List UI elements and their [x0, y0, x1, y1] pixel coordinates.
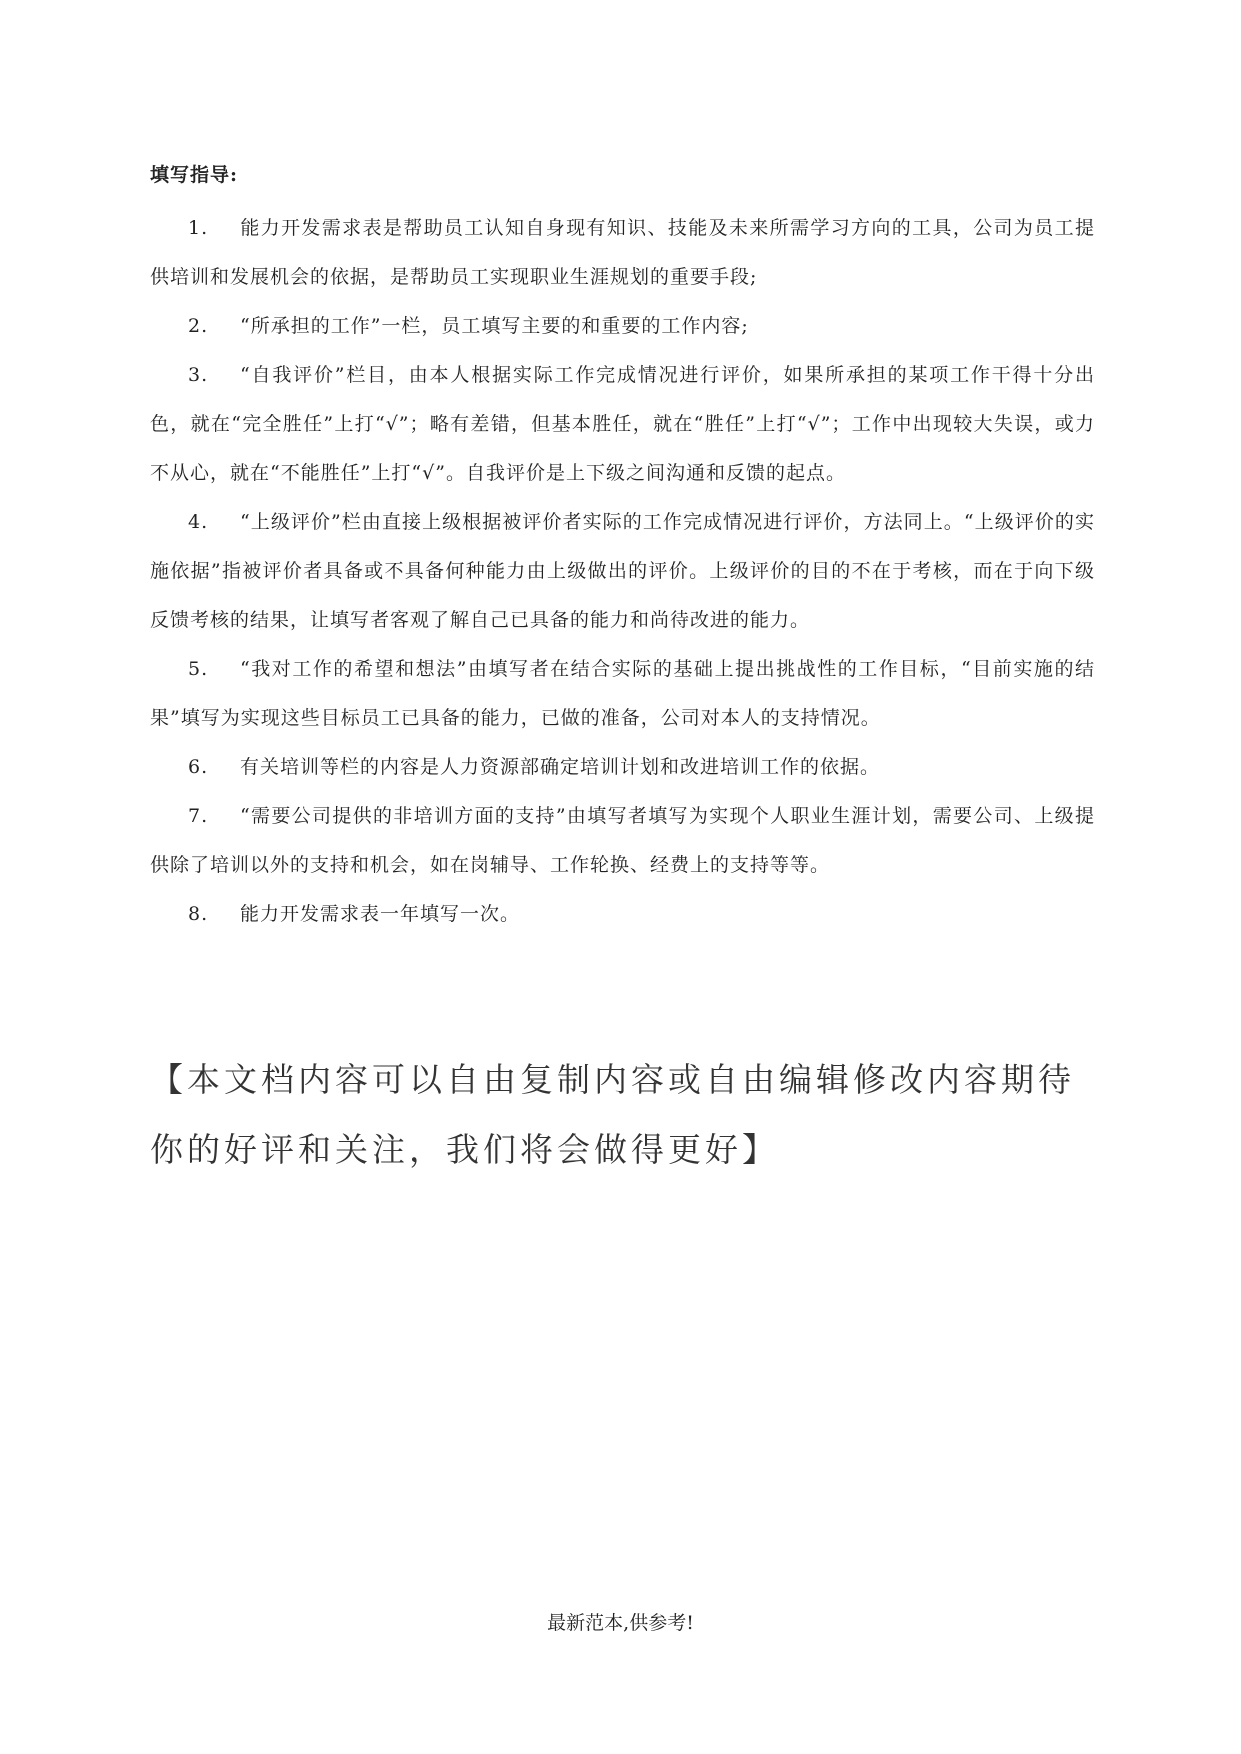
page-footer: 最新范本,供参考! — [547, 1612, 694, 1634]
item-text: “自我评价”栏目，由本人根据实际工作完成情况进行评价，如果所承担的某项工作干得十分出色，就在“完全胜任”上打“√”；略有差错，但基本胜任，就在“胜任”上打“√”；工作中出现较大失误，或力不从心，就在“不能胜任”上打“√”。自我评价是上下级之间沟通和反馈的起点。 — [150, 364, 1095, 484]
guide-item-2 — [150, 302, 1095, 351]
guide-item-8 — [150, 890, 1095, 939]
guide-item-4 — [150, 498, 1095, 645]
item-text: 能力开发需求表一年填写一次。 — [240, 903, 521, 925]
item-number: 6. — [188, 756, 209, 778]
guide-item-7 — [150, 792, 1095, 890]
item-text: 能力开发需求表是帮助员工认知自身现有知识、技能及未来所需学习方向的工具，公司为员工提供培训和发展机会的依据，是帮助员工实现职业生涯规划的重要手段; — [150, 217, 1095, 288]
guide-section — [150, 160, 1095, 939]
document-notice: 【本文档内容可以自由复制内容或自由编辑修改内容期待你的好评和关注，我们将会做得更好】 — [150, 1060, 1075, 1169]
item-number: 1. — [188, 217, 209, 239]
item-text: “我对工作的希望和想法”由填写者在结合实际的基础上提出挑战性的工作目标，“目前实施的结果”填写为实现这些目标员工已具备的能力，已做的准备，公司对本人的支持情况。 — [150, 658, 1095, 729]
guide-item-1 — [150, 204, 1095, 302]
guide-item-3 — [150, 351, 1095, 498]
item-text: 有关培训等栏的内容是人力资源部确定培训计划和改进培训工作的依据。 — [240, 756, 881, 778]
item-number: 3. — [188, 364, 209, 386]
item-number: 4. — [188, 511, 209, 533]
item-text: “需要公司提供的非培训方面的支持”由填写者填写为实现个人职业生涯计划，需要公司、上级提供除了培训以外的支持和机会，如在岗辅导、工作轮换、经费上的支持等等。 — [150, 805, 1095, 876]
item-number: 7. — [188, 805, 209, 827]
guide-heading: 填写指导: — [150, 164, 239, 186]
item-text: “所承担的工作”一栏，员工填写主要的和重要的工作内容; — [240, 315, 749, 337]
guide-item-6 — [150, 743, 1095, 792]
item-number: 8. — [188, 903, 209, 925]
item-number: 5. — [188, 658, 209, 680]
item-text: “上级评价”栏由直接上级根据被评价者实际的工作完成情况进行评价，方法同上。“上级评价的实施依据”指被评价者具备或不具备何种能力由上级做出的评价。上级评价的目的不在于考核，而在于向下级反馈考核的结果，让填写者客观了解自己已具备的能力和尚待改进的能力。 — [150, 511, 1095, 631]
guide-item-5 — [150, 645, 1095, 743]
item-number: 2. — [188, 315, 209, 337]
